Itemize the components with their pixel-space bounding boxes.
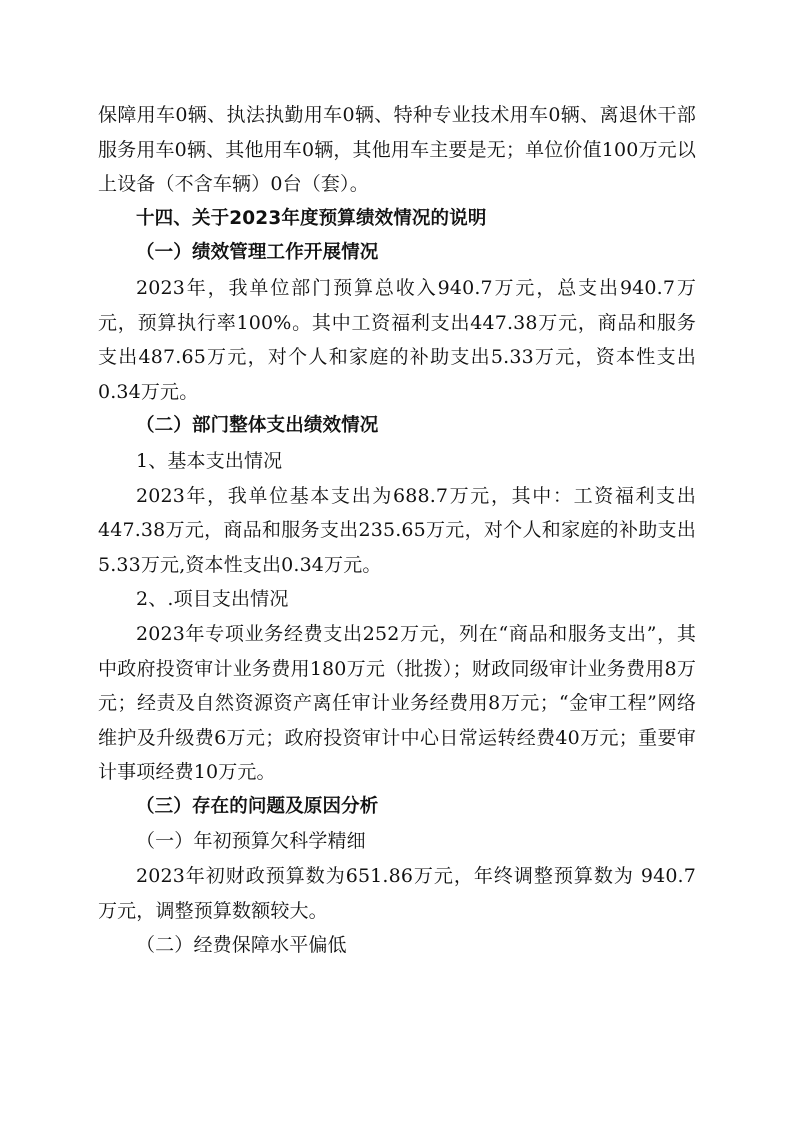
section-heading-performance: 十四、关于2023年度预算绩效情况的说明: [136, 207, 487, 229]
item-budget-precision: （一）年初预算欠科学精细: [136, 830, 366, 853]
item-funding-level: （二）经费保障水平偏低: [136, 934, 347, 957]
paragraph-basic-expenditure: 2023年，我单位基本支出为688.7万元，其中：工资福利支出447.38万元，商品和服务支出235.65万元，对个人和家庭的补助支出5.33万元,资本性支出0.34万元。: [98, 484, 696, 576]
subheading-overall-expenditure: （二）部门整体支出绩效情况: [136, 415, 379, 437]
paragraph-budget-adjustment: 2023年初财政预算数为651.86万元，年终调整预算数为 940.7万元，调整预算数额较大。: [98, 865, 696, 922]
paragraph-budget-summary: 2023年，我单位部门预算总收入940.7万元，总支出940.7万元，预算执行率100%。其中工资福利支出447.38万元，商品和服务支出487.65万元，对个人和家庭的补助支出5.33万元，资本性支出0.34万元。: [98, 276, 696, 403]
subheading-problems-analysis: （三）存在的问题及原因分析: [136, 795, 379, 817]
paragraph-vehicles-equipment: 保障用车0辆、执法执勤用车0辆、特种专业技术用车0辆、离退休干部服务用车0辆、其他用车0辆，其他用车主要是无；单位价值100万元以上设备（不含车辆）0台（套）。: [98, 104, 696, 196]
item-project-expenditure: 2、.项目支出情况: [136, 588, 289, 611]
subheading-performance-management: （一）绩效管理工作开展情况: [136, 242, 379, 264]
document-body: [98, 98, 696, 963]
paragraph-project-expenditure: 2023年专项业务经费支出252万元，列在“商品和服务支出”，其中政府投资审计业务费用180万元（批拨）；财政同级审计业务费用8万元；经责及自然资源资产离任审计业务经费用8万元；“金审工程”网络维护及升级费6万元；政府投资审计中心日常运转经费40万元；重要审计事项经费10万元。: [98, 622, 696, 784]
item-basic-expenditure: 1、基本支出情况: [136, 449, 283, 472]
